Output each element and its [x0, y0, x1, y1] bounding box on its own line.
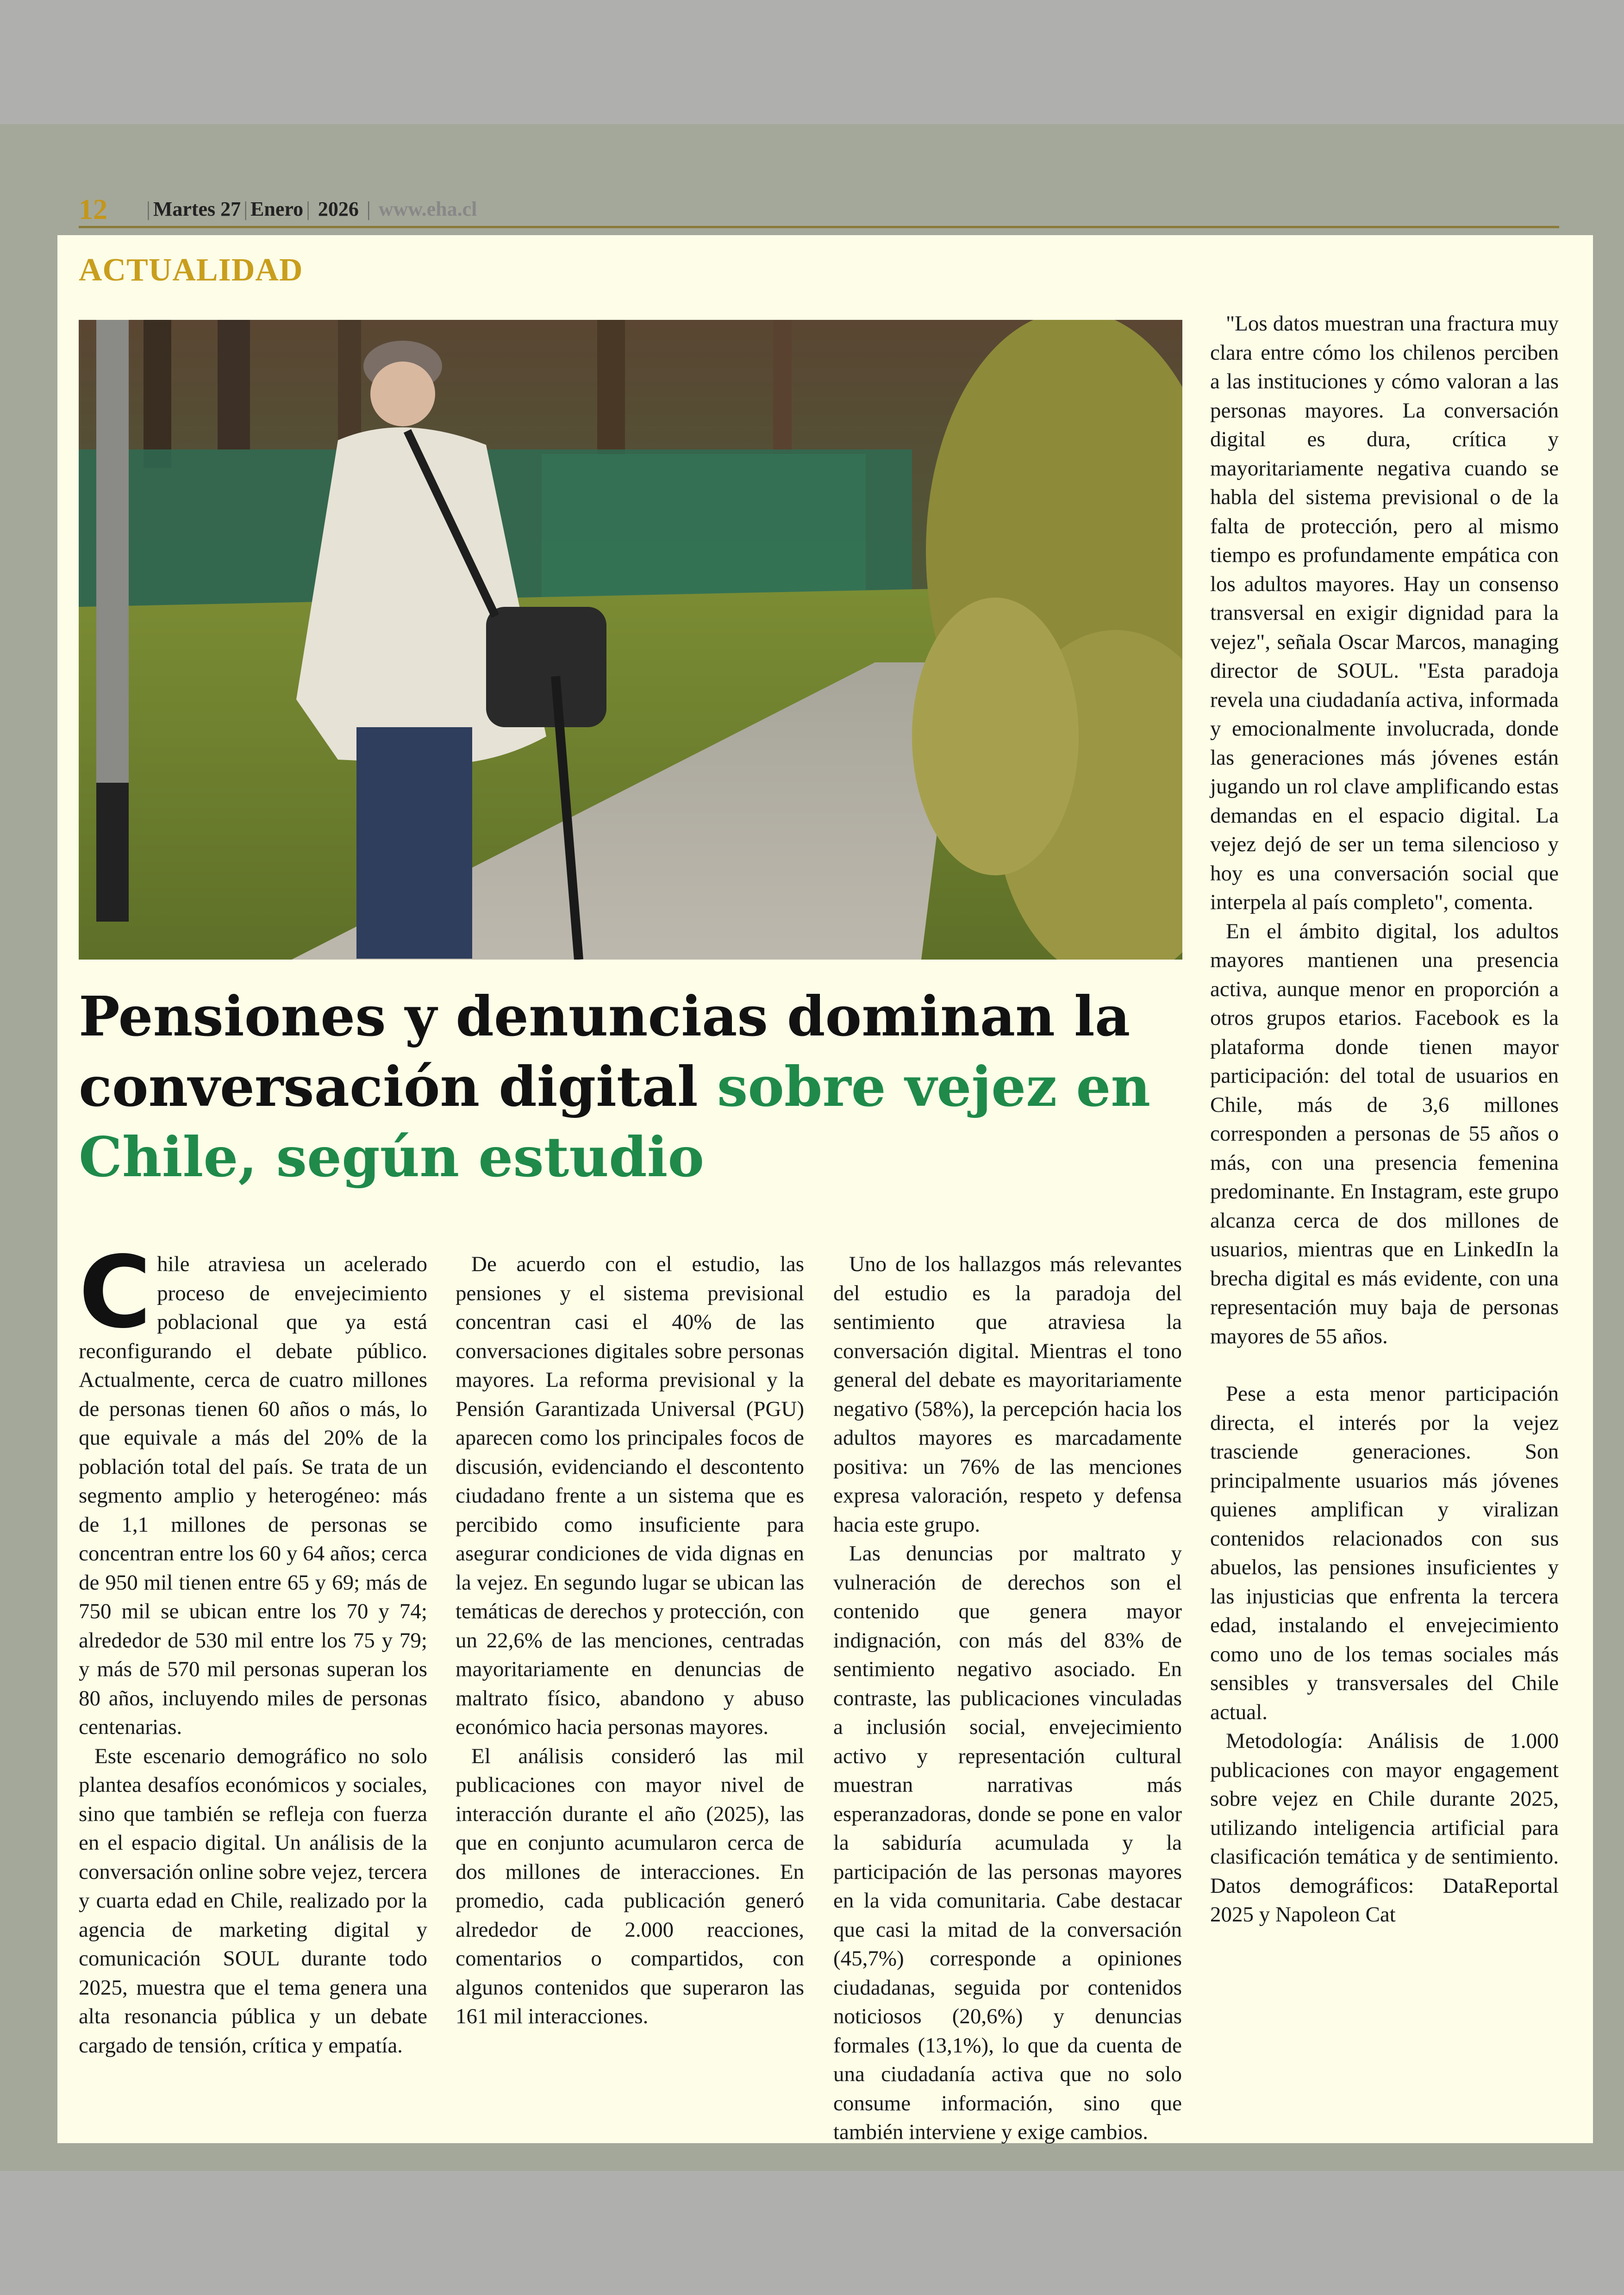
header-date: | Martes 27 | Enero | 2026 | www.eha.cl	[146, 198, 477, 220]
header-year: 2026	[318, 198, 359, 220]
paragraph-2: Este escenario demográfico no solo plantea desafíos económicos y sociales, sino que también se refleja con fuerza en el espacio digital. Un análisis de la conversación online sobre vejez, tercera y cuarta edad en Chile, realizado por la agencia de marketing digital y comunicación SOUL durante todo 2025, muestra que el tema genera una alta resonancia pública y un debate cargado de tensión, crítica y empatía.	[79, 1744, 427, 2058]
paragraph-5: Uno de los hallazgos más relevantes del estudio es la paradoja del sentimiento que atraviesa la conversación digital. Mientras el tono general del debate es mayoritariamente negativo (58%), la percepción hacia los adultos mayores es marcadamente positiva: un 76% de las menciones expresa valoración, respeto y defensa hacia este grupo.	[833, 1252, 1182, 1537]
article-sheet	[57, 235, 1593, 2143]
photo-elderly-man-walking-park-icon	[79, 320, 1182, 960]
header-website: www.eha.cl	[378, 198, 477, 220]
section-label: ACTUALIDAD	[79, 252, 303, 288]
paragraph-7: "Los datos muestran una fractura muy clara entre cómo los chilenos perciben a las instituciones y cómo valoran a las personas mayores. La conversación digital es dura, crítica y mayoritariamente negativa cuando se habla del sistema previsional o de la falta de protección, pero al mismo tiempo es profundamente empática con los adultos mayores. Hay un consenso transversal en exigir dignidad para la vejez", señala Oscar Marcos, managing director de SOUL. "Esta paradoja revela una ciudadanía activa, informada y emocionalmente involucrada, donde las generaciones más jóvenes están jugando un rol clave amplificando estas demandas en el espacio digital. La vejez dejó de ser un tema silencioso y hoy es una conversación social que interpela al país completo", comenta.	[1210, 312, 1559, 914]
headline	[79, 981, 1190, 1192]
paragraph-8: En el ámbito digital, los adultos mayores mantienen una presencia activa, aunque menor en proporción a otros grupos etarios. Facebook es la plataforma donde tienen mayor participación: del total de usuarios en Chile, más de 3,6 millones corresponden a personas de 55 años o más, con una presencia femenina predominante. En Instagram, este grupo alcanza cerca de dos millones de usuarios, mientras que en LinkedIn la brecha digital es más evidente, con una representación muy baja de personas mayores de 55 años.	[1210, 919, 1559, 1348]
headline-green: sobre vejez en Chile, según estudio	[79, 1054, 1151, 1189]
article-photo	[79, 320, 1182, 960]
page-header	[79, 193, 1559, 228]
page-number: 12	[79, 194, 107, 225]
drop-cap: C	[79, 1235, 152, 1350]
paragraph-4: El análisis consideró las mil publicaciones con mayor nivel de interacción durante el año (2025), las que en conjunto acumularon cerca de dos millones de interacciones. En promedio, cada publicación generó alrededor de 2.000 reacciones, comentarios o compartidos, con algunos contenidos que superaron las 161 mil interacciones.	[456, 1744, 804, 2028]
article-column-3	[833, 1250, 1182, 2147]
paragraph-6: Las denuncias por maltrato y vulneración de derechos son el contenido que genera mayor indignación, con más del 83% de sentimiento negativo asociado. En contraste, las publicaciones vinculadas a inclusión social, envejecimiento activo y representación cultural muestran narrativas más esperanzadoras, donde se pone en valor la sabiduría acumulada y la participación de las personas mayores en la vida comunitaria. Cabe destacar que casi la mitad de la conversación (45,7%) corresponde a opiniones ciudadanas, seguida por contenidos noticiosos (20,6%) y denuncias formales (13,1%), lo que da cuenta de una ciudadanía activa que no solo consume información, sino que también interviene y exige cambios.	[833, 1541, 1182, 2144]
paragraph-1: Chile atraviesa un acelerado proceso de envejecimiento poblacional que ya está reconfigurando el debate público. Actualmente, cerca de cuatro millones de personas tienen 60 años o más, lo que equivale a más del 20% de la población total del país. Se trata de un segmento amplio y heterogéneo: más de 1,1 millones de personas se concentran entre los 60 y 64 años; cerca de 950 mil tienen entre 65 y 69; más de 750 mil se ubican entre los 70 y 74; alrededor de 530 mil entre los 75 y 79; y más de 570 mil personas superan los 80 años, incluyendo miles de personas centenarias.	[79, 1235, 427, 1739]
newspaper-page	[0, 124, 1624, 2171]
headline-black: Pensiones y denuncias dominan la conversación digital	[79, 984, 1131, 1119]
article-column-1	[79, 1235, 427, 2060]
article-column-4	[1210, 309, 1559, 1929]
header-month: Enero	[250, 198, 304, 220]
paragraph-3: De acuerdo con el estudio, las pensiones y el sistema previsional concentran casi el 40% de las conversaciones digitales sobre personas mayores. La reforma previsional y la Pensión Garantizada Universal (PGU) aparecen como los principales focos de discusión, evidenciando el descontento ciudadano frente a un sistema que es percibido como insuficiente para asegurar condiciones de vida dignas en la vejez. En segundo lugar se ubican las temáticas de derechos y protección, con un 22,6% de las menciones, centradas mayoritariamente en denuncias de maltrato físico, abandono y abuso económico hacia personas mayores.	[456, 1252, 804, 1739]
paragraph-10: Metodología: Análisis de 1.000 publicaciones con mayor engagement sobre vejez en Chile durante 2025, utilizando inteligencia artificial para clasificación temática y de sentimiento. Datos demográficos: DataReportal 2025 y Napoleon Cat	[1210, 1729, 1559, 1927]
paragraph-9: Pese a esta menor participación directa, el interés por la vejez trasciende generaciones. Son principalmente usuarios más jóvenes quienes amplifican y viralizan contenidos relacionados con sus abuelos, las pensiones insuficientes y las injusticias que enfrenta la tercera edad, instalando el envejecimiento como uno de los temas sociales más sensibles y transversales del Chile actual.	[1210, 1382, 1559, 1724]
header-day: Martes 27	[153, 198, 241, 220]
article-column-2	[456, 1250, 804, 2031]
